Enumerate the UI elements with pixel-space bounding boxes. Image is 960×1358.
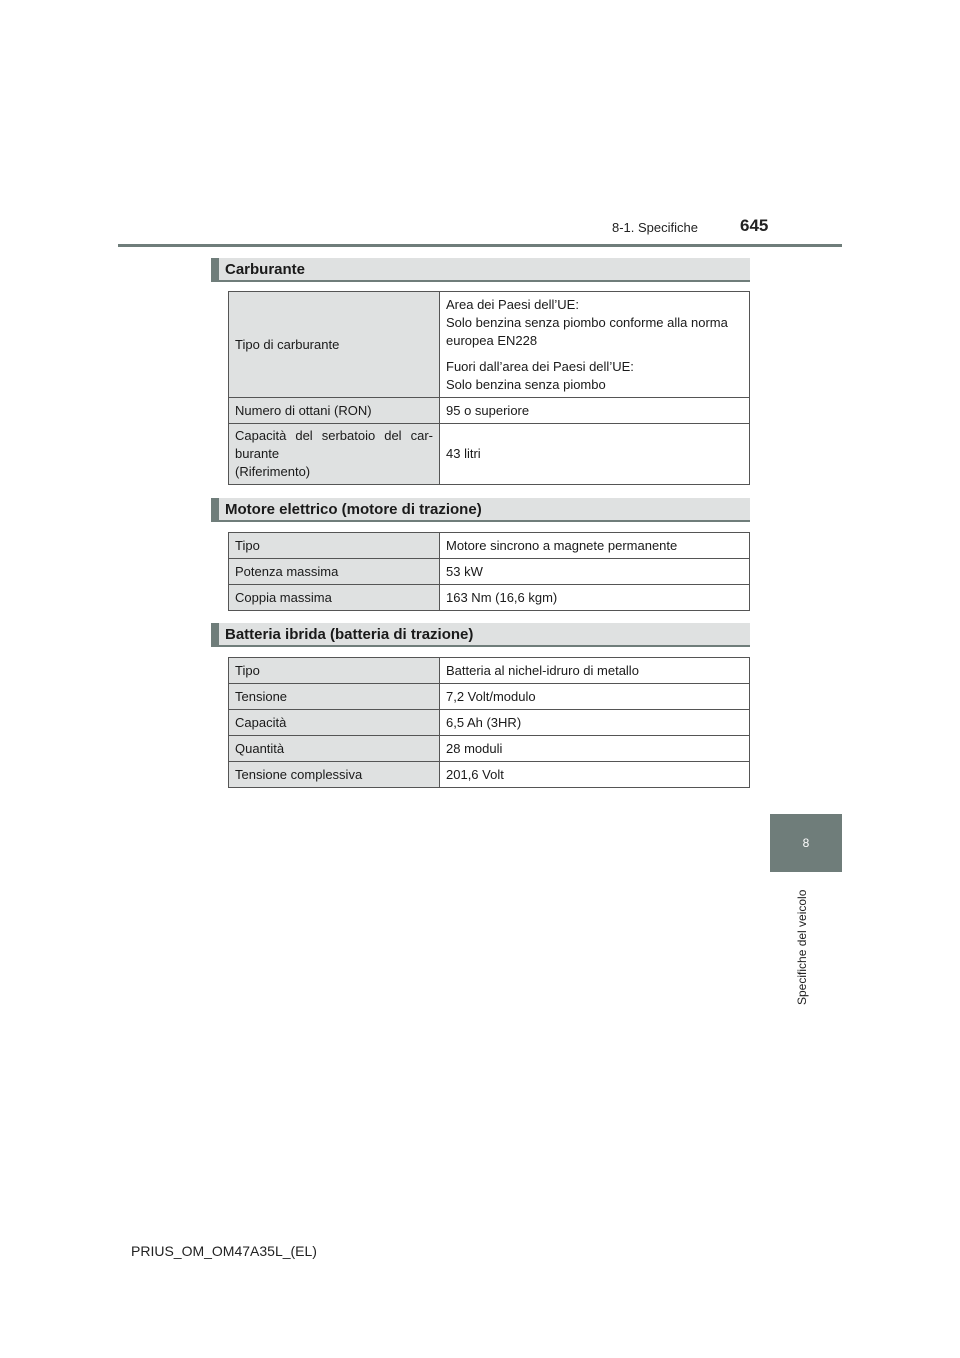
spec-value: Batteria al nichel-idruro di metallo bbox=[440, 658, 750, 684]
key-line: burante bbox=[235, 446, 280, 461]
table-row bbox=[229, 762, 750, 788]
table-row bbox=[229, 684, 750, 710]
spec-key: Coppia massima bbox=[229, 585, 440, 611]
spec-key: Numero di ottani (RON) bbox=[229, 398, 440, 424]
spec-key: Quantità bbox=[229, 736, 440, 762]
table-row bbox=[229, 533, 750, 559]
spec-key: Potenza massima bbox=[229, 559, 440, 585]
spec-value: 43 litri bbox=[440, 424, 750, 485]
motor-spec-table bbox=[228, 532, 750, 611]
table-row bbox=[229, 736, 750, 762]
header-section-title: 8-1. Specifiche bbox=[612, 220, 698, 235]
table-row bbox=[229, 658, 750, 684]
spec-key: Capacità bbox=[229, 710, 440, 736]
chapter-tab[interactable]: 8 bbox=[770, 814, 842, 872]
section-heading-battery: Batteria ibrida (batteria di trazione) bbox=[211, 623, 750, 647]
spec-key: Tipo bbox=[229, 658, 440, 684]
section-heading-fuel: Carburante bbox=[211, 258, 750, 282]
spec-value: 95 o superiore bbox=[440, 398, 750, 424]
spec-key: Tensione complessiva bbox=[229, 762, 440, 788]
table-row bbox=[229, 398, 750, 424]
table-row bbox=[229, 424, 750, 485]
spec-value: 7,2 Volt/modulo bbox=[440, 684, 750, 710]
spec-key: Tipo bbox=[229, 533, 440, 559]
spec-value: 163 Nm (16,6 kgm) bbox=[440, 585, 750, 611]
value-line: Fuori dall’area dei Paesi dell’UE: bbox=[446, 358, 634, 374]
spec-key: Tipo di carburante bbox=[229, 292, 440, 398]
table-row bbox=[229, 292, 750, 398]
spec-value: 28 moduli bbox=[440, 736, 750, 762]
battery-spec-table bbox=[228, 657, 750, 788]
spec-value: 201,6 Volt bbox=[440, 762, 750, 788]
spec-value bbox=[440, 292, 750, 398]
page-number: 645 bbox=[740, 216, 769, 235]
spec-value: 53 kW bbox=[440, 559, 750, 585]
section-heading-motor: Motore elettrico (motore di trazione) bbox=[211, 498, 750, 522]
value-line: Solo benzina senza piombo bbox=[446, 376, 606, 392]
header-divider bbox=[118, 244, 842, 247]
table-row bbox=[229, 585, 750, 611]
value-line: Area dei Paesi dell’UE: bbox=[446, 296, 579, 312]
spec-value: 6,5 Ah (3HR) bbox=[440, 710, 750, 736]
document-code: PRIUS_OM_OM47A35L_(EL) bbox=[131, 1243, 317, 1259]
spec-key bbox=[229, 424, 440, 485]
fuel-spec-table bbox=[228, 291, 750, 485]
spec-key: Tensione bbox=[229, 684, 440, 710]
value-line: Solo benzina senza piombo conforme alla norma europea EN228 bbox=[446, 314, 728, 348]
chapter-label: Specifiche del veicolo bbox=[795, 889, 809, 1005]
key-line: (Riferimento) bbox=[235, 464, 311, 479]
table-row bbox=[229, 559, 750, 585]
spec-value: Motore sincrono a magnete permanente bbox=[440, 533, 750, 559]
table-row bbox=[229, 710, 750, 736]
key-line: Capacità del serbatoio del car- bbox=[235, 428, 433, 443]
